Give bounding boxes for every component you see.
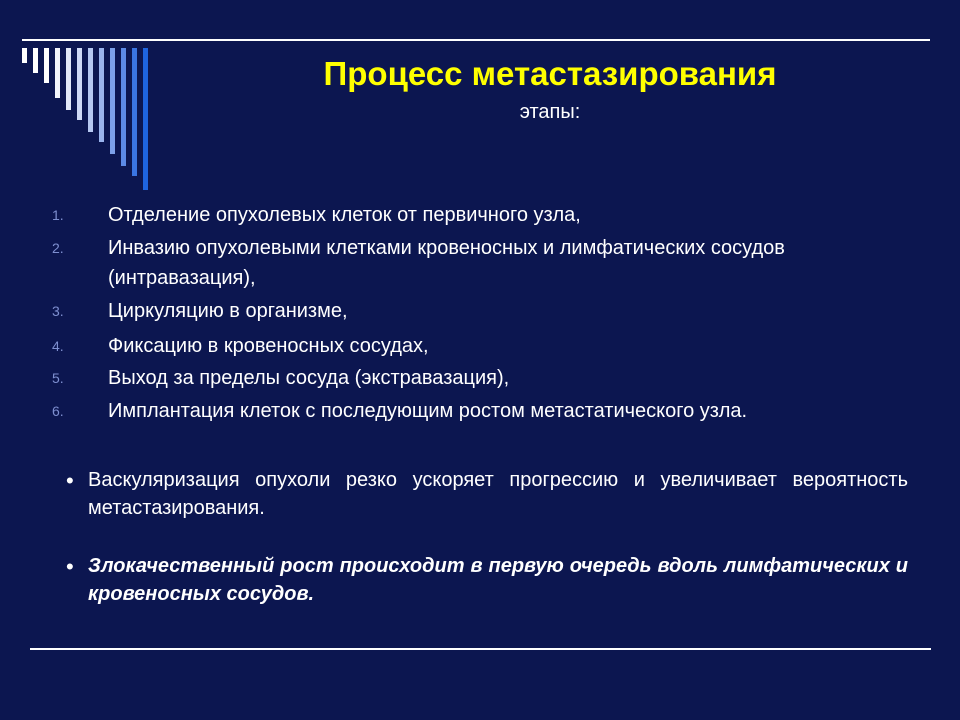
step-number: 6. [52,403,64,419]
bullet-marker: • [66,554,74,579]
bullet-text: Злокачественный рост происходит в первую очередь вдоль лимфатических и кровеносных сосудов. [88,555,908,605]
bullet-text: Васкуляризация опухоли резко ускоряет прогрессию и увеличивает вероятность метастазирования. [88,469,908,519]
stripe [55,48,60,98]
bullet-marker: • [66,468,74,493]
decorative-stripes [0,0,170,200]
stripe [121,48,126,166]
stripe [132,48,137,176]
step-number: 5. [52,370,64,386]
step-text: Выход за пределы сосуда (экстравазация), [108,367,510,389]
slide-title: Процесс метастазирования [323,55,777,92]
top-rule [22,39,930,41]
step-text: Циркуляцию в организме, [108,300,348,322]
step-text: Отделение опухолевых клеток от первичного узла, [108,204,581,226]
step-number: 1. [52,207,64,223]
stripe [44,48,49,83]
step-text: Фиксацию в кровеносных сосудах, [108,335,429,357]
stripe [66,48,71,110]
stripe [77,48,82,120]
stripe [99,48,104,142]
stripe [143,48,148,190]
stripe [110,48,115,154]
slide-subtitle: этапы: [519,101,581,123]
step-number: 3. [52,303,64,319]
step-number: 2. [52,240,64,256]
stripe [88,48,93,132]
step-text: Инвазию опухолевыми клетками кровеносных и лимфатических сосудов (интравазация), [108,237,785,289]
stripe [22,48,27,63]
stripe [33,48,38,73]
bottom-rule [30,648,931,650]
step-number: 4. [52,338,64,354]
step-text: Имплантация клеток с последующим ростом метастатического узла. [108,400,748,422]
